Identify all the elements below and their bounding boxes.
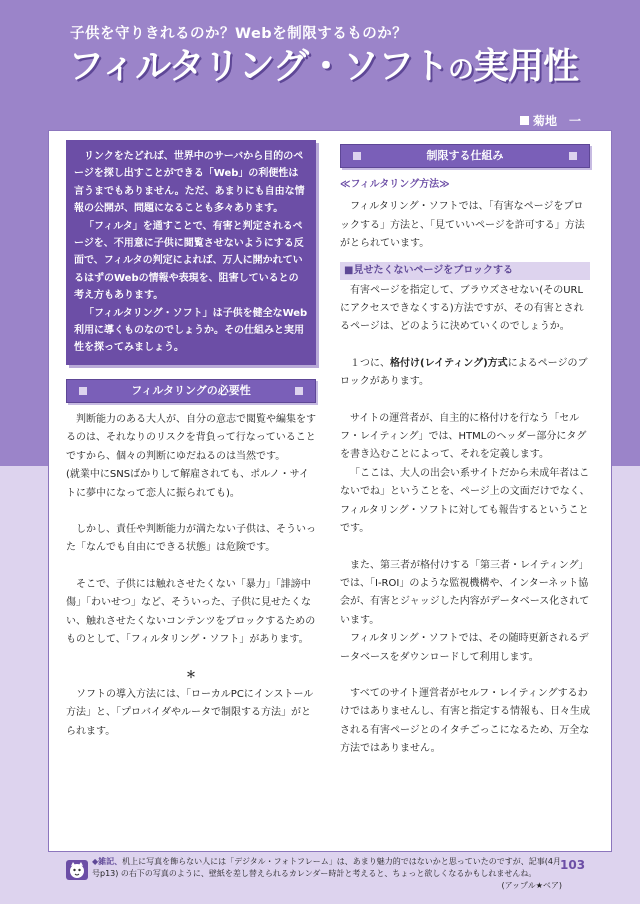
section-heading-label: 制限する仕組み <box>426 149 504 162</box>
left-column <box>66 140 316 741</box>
body-paragraph: ソフトの導入方法には、「ローカルPCにインストール方法」と、「プロバイダやルータで制限する方法」がとられます。 <box>66 688 314 737</box>
paragraph-gap <box>340 392 590 410</box>
footer-note <box>62 856 562 892</box>
paragraph-gap <box>340 539 590 557</box>
paragraph-gap <box>340 667 590 685</box>
intro-paragraph-3: 「フィルタリング・ソフト」は子供を健全なWeb利用に導くものなのでしょうか。その仕組みと実用性を探ってみましょう。 <box>74 307 308 354</box>
body-paragraph: そこで、子供には触れさせたくない「暴力」「誹謗中傷」「わいせつ」など、そういった、子供に見せたくない、触れさせたくないコンテンツをブロックするためのものとして、「フィルタリング・ソフト」があります。 <box>66 578 316 645</box>
footer-body: 机上に写真を飾らない人には「デジタル・フォトフレーム」は、あまり魅力的ではないかと思っていたのですが、記事(4月号p13) の右下の写真のように、壁紙を差し替えられるカレンダー時計と考えると、ちょっと欲しくなるかもしれませんね。 <box>92 857 561 878</box>
body-paragraph <box>340 355 590 392</box>
asterisk-divider: ＊ <box>186 670 196 682</box>
body-paragraph: (就業中にSNSばかりして解雇されても、ポルノ・サイトに夢中になって恋人に振られても)。 <box>66 469 309 499</box>
body-paragraph: すべてのサイト運営者がセルフ・レイティングするわけではありませんし、有害と指定する情報も、日々生成される有害ページとのイタチごっこになるため、万全な方法ではありません。 <box>340 687 590 755</box>
text-run: １つに、 <box>350 357 390 369</box>
body-paragraph: 有害ページを指定して、ブラウズさせない(そのURLにアクセスできなくする)方法ですが、その有害とされるページは、どのように決めていくのでしょうか。 <box>340 284 584 333</box>
section-heading-label: フィルタリングの必要性 <box>131 383 251 397</box>
bold-term: 格付け(レイティング)方式 <box>390 357 508 369</box>
section-heading-necessity <box>66 379 316 403</box>
paragraph-gap <box>340 337 590 355</box>
paragraph-gap <box>66 649 316 667</box>
intro-paragraph-2: 「フィルタ」を通すことで、有害と判定されるページを、不用意に子供に閲覧させないようにする反面で、フィルタの判定によれば、万人に開かれているはずのWebの情報や表現を、阻害しているとの考え方もあります。 <box>74 220 304 302</box>
footer-signature: (アップル★ベア) <box>501 881 562 890</box>
title-main: フィルタリング・ソフト <box>68 46 448 87</box>
section-heading-mechanism <box>340 144 590 168</box>
intro-paragraph-1: リンクをたどれば、世界中のサーバから目的のページを探し出すことができる「Web」の利便性は言うまでもありません。ただ、あまりにも自由な情報の公開が、問題になることも多々あります。 <box>74 151 305 215</box>
paragraph-gap <box>66 558 316 576</box>
square-icon <box>569 152 577 160</box>
paragraph-gap <box>66 503 316 521</box>
subheading-filtering-method: ≪フィルタリング方法≫ <box>340 179 450 190</box>
author-name: 菊地 一 <box>533 114 582 128</box>
article-title <box>68 44 578 93</box>
body-paragraph: また、第三者が格付けする「第三者・レイティング」では、「I-ROI」のような監視機構や、インターネット協会が、有害とジャッジした内容がデータベース化されています。 <box>340 559 590 626</box>
footer-lead: ◆雑記、 <box>92 857 123 866</box>
intro-box <box>66 140 316 365</box>
author-byline <box>520 112 581 129</box>
subheading-block-pages: ■見せたくないページをブロックする <box>340 262 590 280</box>
title-end: 実用性 <box>472 46 578 87</box>
article-subtitle: 子供を守りきれるのか？Webを制限するものか？ <box>70 26 408 42</box>
text-run: によるページのブロックがあります。 <box>340 357 588 388</box>
square-icon <box>295 387 303 395</box>
right-column <box>340 140 590 759</box>
page-number: 103 <box>560 858 586 872</box>
square-icon <box>353 152 361 160</box>
title-particle: の <box>447 55 473 85</box>
footer-text <box>92 856 562 880</box>
body-paragraph: 判断能力のある大人が、自分の意志で閲覧や編集をするのは、それなりのリスクを背負って行なっていることですから、個々の判断にゆだねるのは当然です。 <box>66 413 316 462</box>
body-paragraph: フィルタリング・ソフトでは、その随時更新されるデータベースをダウンロードして利用します。 <box>340 633 589 663</box>
body-paragraph: 「ここは、大人の出会い系サイトだから未成年者はこないでね」ということを、ページ上の文面だけでなく、フィルタリング・ソフトに対しても報告するということです。 <box>340 467 590 535</box>
body-paragraph: サイトの運営者が、自主的に格付けを行なう「セルフ・レイティング」では、HTMLのヘッダー部分にタグを書き込むことによって、それを定義します。 <box>340 412 587 461</box>
body-paragraph: しかし、責任や判断能力が満たない子供は、そういった「なんでも自由にできる状態」は危険です。 <box>66 523 316 554</box>
body-paragraph: フィルタリング・ソフトでは、「有害なページをブロックする」方法と、「見ていいページを許可する」方法がとられています。 <box>340 201 585 250</box>
square-icon <box>79 387 87 395</box>
author-square-icon <box>520 116 529 125</box>
